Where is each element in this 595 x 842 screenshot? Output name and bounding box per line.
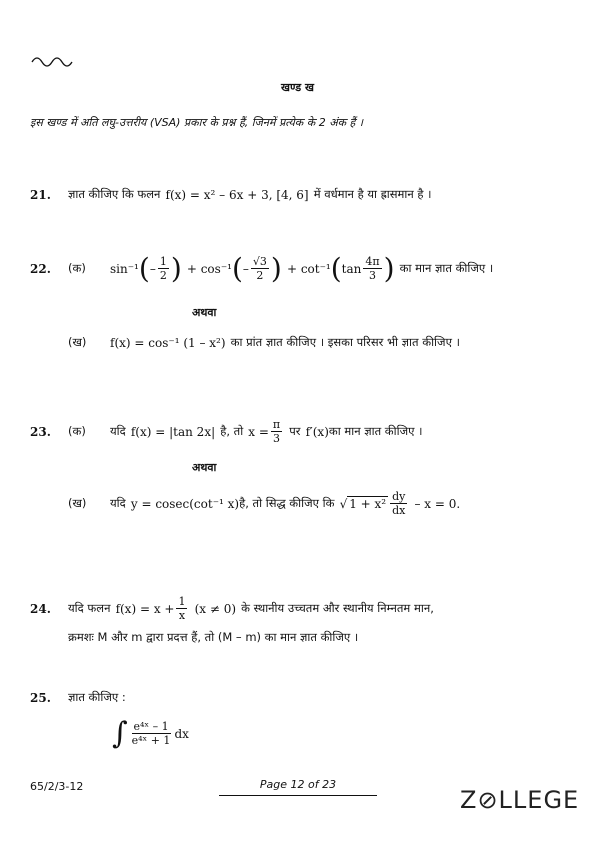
fraction: $\frac{\pi}{3}$ bbox=[272, 418, 281, 445]
math-expression: x = bbox=[248, 424, 269, 439]
fraction: $\frac{\text{e⁴ˣ – 1}}{\text{e⁴ˣ + 1}}$ bbox=[131, 720, 171, 747]
question-text: पर bbox=[289, 424, 301, 438]
paren: ( bbox=[330, 251, 342, 285]
integral-expression bbox=[112, 716, 189, 751]
question-21 bbox=[30, 185, 432, 204]
math-expression: tan bbox=[341, 261, 362, 276]
question-text: का प्रांत ज्ञात कीजिए । इसका परिसर भी ज्ञात कीजिए । bbox=[230, 335, 460, 349]
math-expression: – x = 0. bbox=[414, 496, 461, 511]
zollege-logo: Z⊘LLEGE bbox=[460, 786, 580, 814]
question-text: यदि bbox=[110, 424, 126, 438]
section-intro: इस खण्ड में अति लघु-उत्तरीय (VSA) प्रकार के प्रश्न हैं, जिनमें प्रत्येक के 2 अंक हैं । bbox=[30, 116, 364, 129]
paren: ) bbox=[170, 251, 182, 285]
question-24 bbox=[30, 595, 434, 622]
paren: ) bbox=[270, 251, 282, 285]
question-text: में वर्धमान है या ह्रासमान है । bbox=[313, 187, 432, 201]
fraction: $\frac{1}{x}$ bbox=[178, 595, 186, 622]
paren: ( bbox=[138, 251, 150, 285]
math-expression: f(x) = |tan 2x| bbox=[130, 424, 216, 439]
part-label: (क) bbox=[68, 261, 86, 275]
sqrt-expression: √ 1 + x² bbox=[339, 496, 387, 511]
part-label: (क) bbox=[68, 424, 86, 438]
fraction: $\frac{1}{2}$ bbox=[159, 255, 167, 282]
fraction: $\frac{√3}{2}$ bbox=[252, 255, 267, 282]
section-title: खण्ड ख bbox=[281, 81, 314, 94]
math-expression: + cos⁻¹ bbox=[186, 261, 232, 276]
question-23b bbox=[68, 490, 460, 517]
part-label: (ख) bbox=[68, 496, 87, 510]
math-expression: (x ≠ 0) bbox=[194, 601, 237, 616]
math-expression: f(x) = cos⁻¹ (1 – x²) bbox=[110, 335, 226, 350]
question-text: का मान ज्ञात कीजिए । bbox=[399, 261, 494, 275]
paper-code: 65/2/3-12 bbox=[30, 780, 84, 793]
integral-sign: ∫ bbox=[112, 716, 128, 751]
part-label: (ख) bbox=[68, 335, 87, 349]
math-expression: + cot⁻¹ bbox=[286, 261, 331, 276]
question-number: 21. bbox=[30, 187, 51, 202]
squiggle-decoration bbox=[30, 50, 80, 68]
or-label: अथवा bbox=[192, 306, 217, 319]
math-expression: dx bbox=[174, 726, 189, 741]
paren: ( bbox=[231, 251, 243, 285]
question-25 bbox=[30, 690, 126, 705]
question-number: 24. bbox=[30, 601, 51, 616]
math-expression: f(x) = x + bbox=[115, 601, 175, 616]
question-text: यदि bbox=[110, 496, 126, 510]
math-expression: sin⁻¹ bbox=[110, 261, 139, 276]
question-22a: 22. (क) sin⁻¹ ( – $\frac{1}{2}$ ) + cos⁻¹ ( – $\frac{√3}{2}$ ) + cot⁻¹ ( tan $\frac{4\pi}{3}$ ) का मान ज्ञात कीजिए । bbox=[30, 251, 494, 285]
question-number: 22. bbox=[30, 261, 51, 276]
fraction: $\frac{dy}{dx}$ bbox=[392, 490, 406, 517]
fraction: $\frac{4\pi}{3}$ bbox=[365, 255, 380, 282]
question-text: ज्ञात कीजिए : bbox=[68, 690, 126, 704]
question-text: का मान ज्ञात कीजिए । bbox=[328, 424, 423, 438]
math-expression: f′(x) bbox=[305, 424, 329, 439]
question-text: है, तो bbox=[220, 424, 244, 438]
question-text: के स्थानीय उच्चतम और स्थानीय निम्नतम मान, bbox=[241, 601, 434, 615]
math-expression: y = cosec(cot⁻¹ x) bbox=[130, 496, 240, 511]
question-number: 25. bbox=[30, 690, 51, 705]
question-23a bbox=[30, 418, 423, 445]
question-24-line2: क्रमशः M और m द्वारा प्रदत्त हैं, तो (M – m) का मान ज्ञात कीजिए । bbox=[68, 630, 359, 644]
page-number: Page 12 of 23 bbox=[219, 778, 377, 796]
paren: ) bbox=[383, 251, 395, 285]
question-number: 23. bbox=[30, 424, 51, 439]
question-22b bbox=[68, 333, 460, 352]
question-text: यदि फलन bbox=[68, 601, 111, 615]
question-text: है, तो सिद्ध कीजिए कि bbox=[239, 496, 335, 510]
question-text: ज्ञात कीजिए कि फलन bbox=[68, 187, 161, 201]
or-label: अथवा bbox=[192, 461, 217, 474]
math-expression: f(x) = x² – 6x + 3, [4, 6] bbox=[165, 187, 309, 202]
